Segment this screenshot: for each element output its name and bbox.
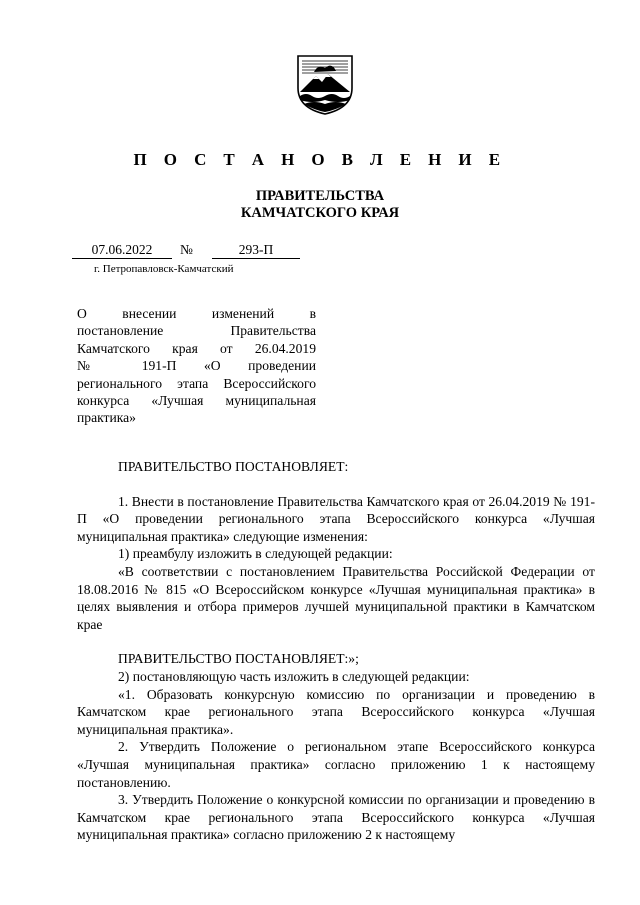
- city-name: г. Петропавловск-Камчатский: [94, 263, 234, 275]
- number-sign: №: [180, 242, 193, 257]
- document-number: 293-П: [238, 242, 274, 257]
- document-subject: [77, 305, 316, 427]
- subject-line: практика»: [77, 410, 136, 426]
- paragraph: ПРАВИТЕЛЬСТВО ПОСТАНОВЛЯЕТ:»;: [118, 651, 359, 667]
- document-body: [77, 458, 595, 844]
- document-date-field: [72, 242, 172, 258]
- paragraph: 2. Утвердить Положение о региональном этапе Всероссийского конкурса «Лучшая муниципальная практика» согласно приложению 1 к настоящему постановлению.: [77, 739, 595, 790]
- paragraph: 1. Внести в постановление Правительства Камчатского края от 26.04.2019 № 191-П «О проведении регионального этапа Всероссийского конкурса «Лучшая муниципальная практика» следующие изменения:: [77, 493, 595, 544]
- resolution-heading: ПРАВИТЕЛЬСТВО ПОСТАНОВЛЯЕТ:: [118, 459, 349, 474]
- subject-line: Камчатского края от 26.04.2019: [77, 340, 316, 356]
- subject-line: постановление Правительства: [77, 323, 316, 339]
- paragraph: «1. Образовать конкурсную комиссию по организации и проведению в Камчатском крае регионального этапа Всероссийского конкурса «Лучшая муниципальная практика».: [77, 686, 595, 737]
- subject-line: регионального этапа Всероссийского: [77, 375, 316, 391]
- issuer-line-2: КАМЧАТСКОГО КРАЯ: [240, 205, 400, 221]
- subject-line: № 191-П «О проведении: [77, 358, 316, 374]
- issuer-line-1: ПРАВИТЕЛЬСТВА: [255, 188, 385, 204]
- document-number-field: [212, 242, 300, 258]
- paragraph: «В соответствии с постановлением Правительства Российской Федерации от 18.08.2016 № 815 «О Всероссийском конкурсе «Лучшая муниципальная практика» в целях выявления и отбора примеров лучшей муниципальной практики в Камчатском крае: [77, 563, 595, 632]
- document-type-title: П О С Т А Н О В Л Е Н И Е: [133, 150, 507, 169]
- document-date: 07.06.2022: [91, 242, 153, 257]
- paragraph: 3. Утвердить Положение о конкурсной комиссии по организации и проведению в Камчатском крае регионального этапа Всероссийского конкурса «Лучшая муниципальная практика» согласно приложению 2 к настоящему: [77, 792, 595, 843]
- paragraph: 2) постановляющую часть изложить в следующей редакции:: [118, 668, 470, 684]
- subject-line: конкурса «Лучшая муниципальная: [77, 393, 316, 409]
- kamchatka-coat-of-arms-icon: [294, 52, 356, 116]
- paragraph: 1) преамбулу изложить в следующей редакции:: [118, 546, 393, 562]
- subject-line: О внесении изменений в: [77, 306, 316, 321]
